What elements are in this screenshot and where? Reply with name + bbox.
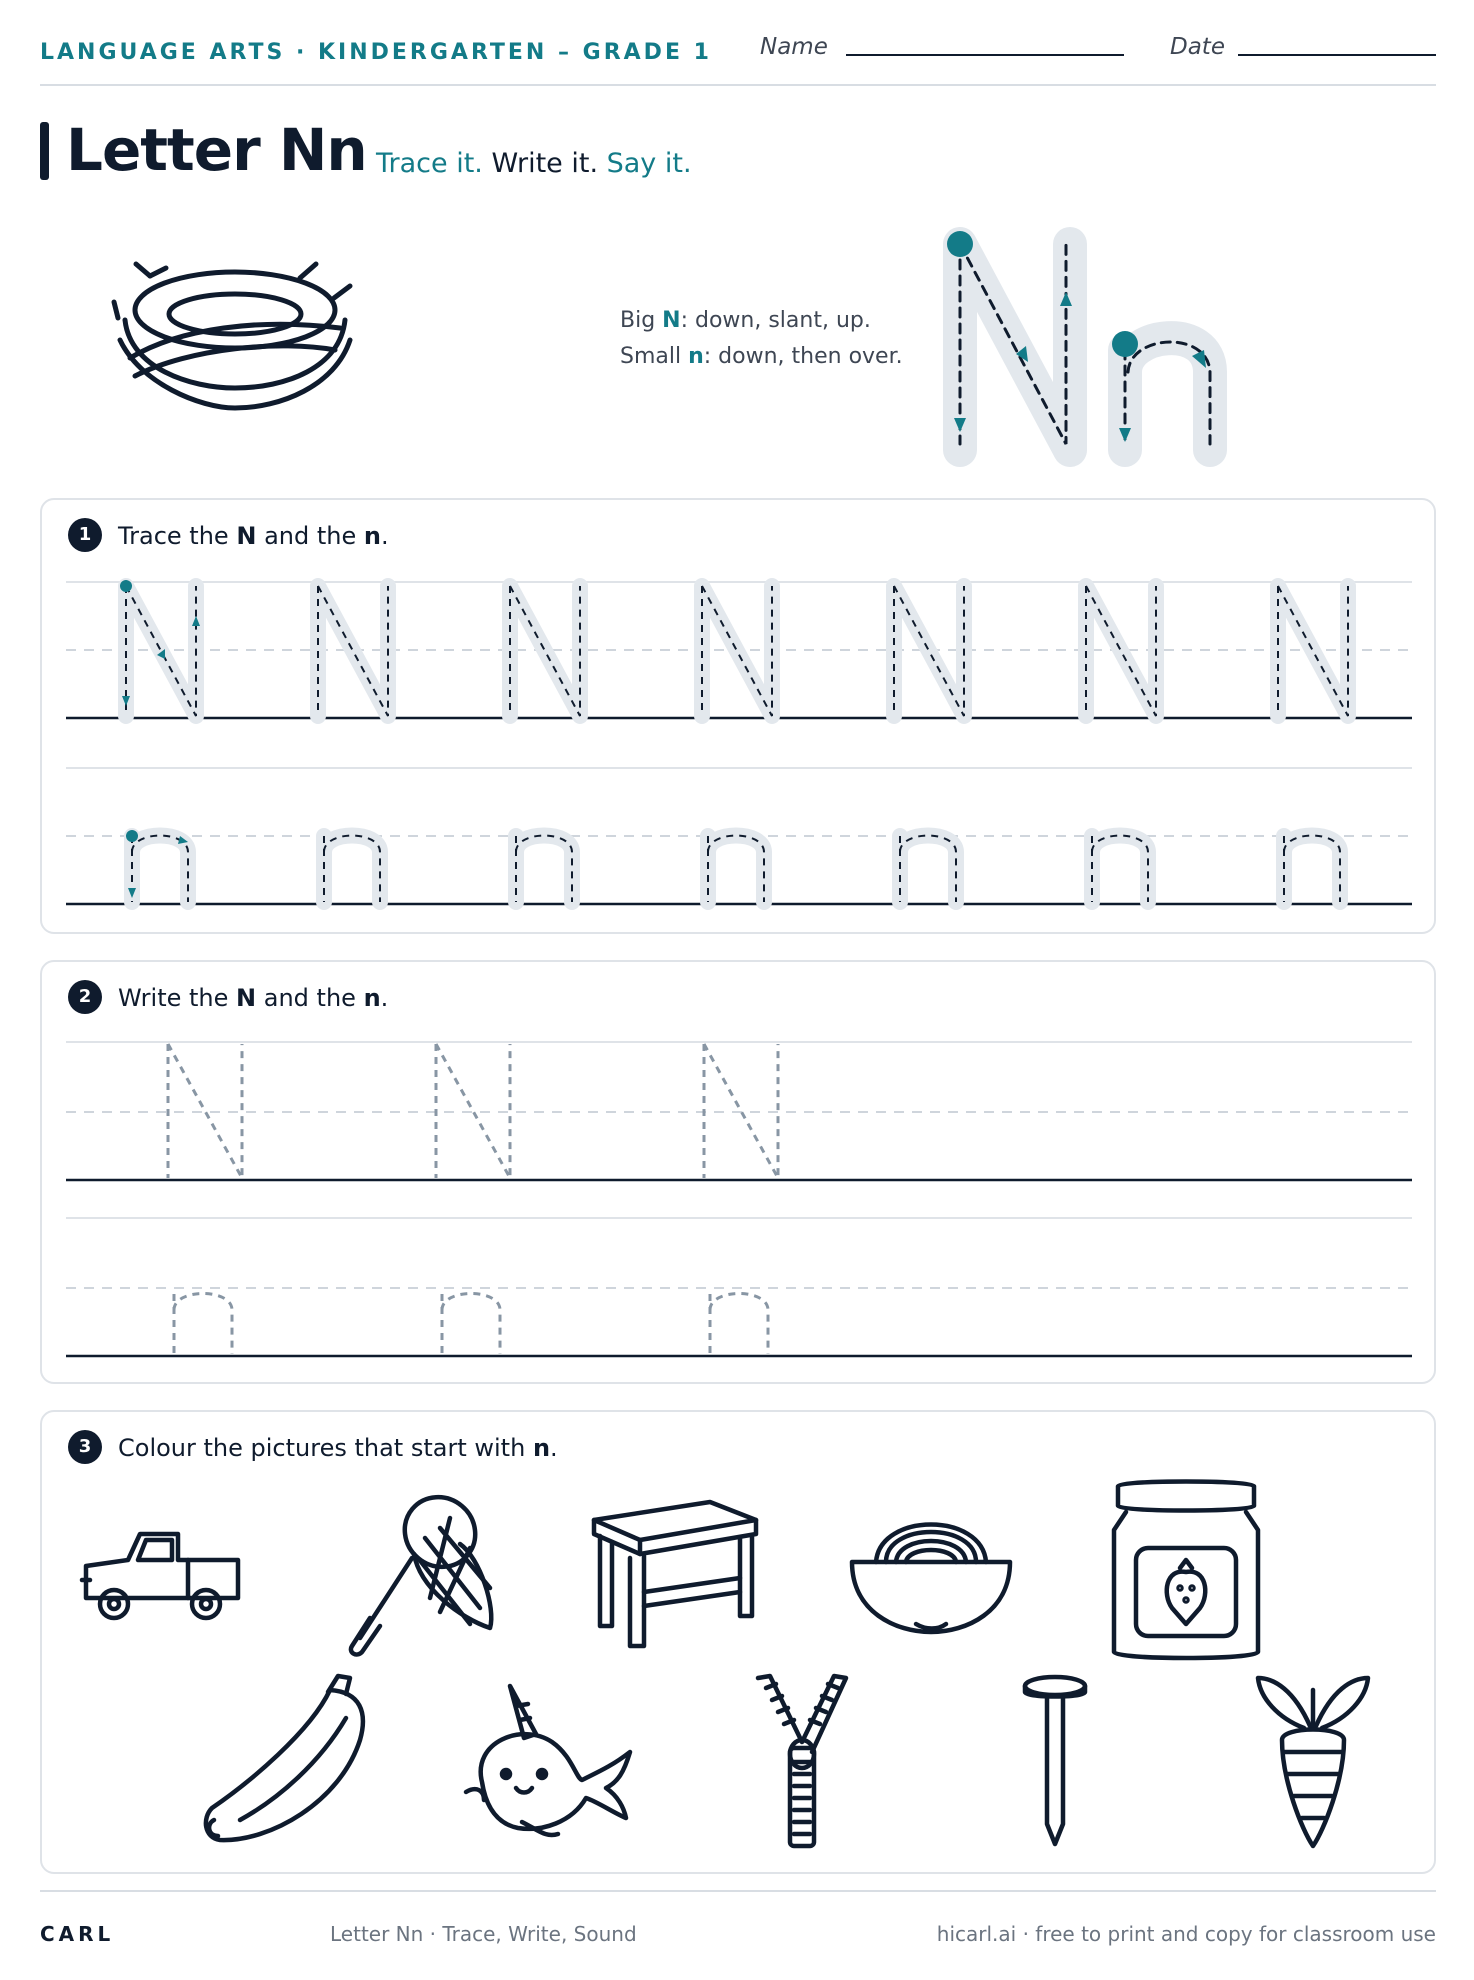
trace-instruction-end: .	[380, 522, 389, 550]
small-hint-text: : down, then over.	[703, 344, 903, 369]
start-dot	[126, 830, 138, 842]
zucchini-icon[interactable]	[200, 1672, 376, 1848]
colour-instruction	[118, 1434, 558, 1462]
tagline-write: Write it.	[491, 148, 599, 179]
subject-heading: LANGUAGE ARTS · KINDERGARTEN – GRADE 1	[40, 40, 712, 65]
nest-icon	[110, 258, 360, 418]
trace-instruction-pre: Trace the	[118, 522, 229, 550]
trace-letter-N-shadow	[126, 586, 196, 716]
big-hint-text: : down, slant, up.	[680, 308, 871, 333]
footer-note: hicarl.ai · free to print and copy for classroom use	[936, 1922, 1436, 1946]
trace-instruction-mid: and the	[264, 522, 357, 550]
table-icon[interactable]	[590, 1496, 760, 1652]
write-lower-letter: n	[363, 984, 381, 1012]
name-line[interactable]	[846, 54, 1124, 56]
trace-letter-n	[442, 1294, 500, 1355]
step-number-2: 2	[68, 980, 102, 1014]
trace-handwriting-lines[interactable]	[66, 570, 1412, 920]
trace-letter-N-shadow	[702, 586, 772, 716]
trace-upper-letter: N	[236, 522, 257, 550]
brand-logo: CARL	[40, 1922, 115, 1946]
trace-letter-n-shadow	[516, 836, 572, 903]
trace-lower-letter: n	[363, 522, 381, 550]
trace-letter-n-shadow	[324, 836, 380, 903]
big-hint-letter: N	[662, 308, 681, 333]
small-n-hint	[620, 344, 903, 369]
trace-letter-N-shadow	[1278, 586, 1348, 716]
write-instruction-end: .	[380, 984, 389, 1012]
small-hint-prefix: Small	[620, 344, 682, 369]
trace-letter-n-shadow	[708, 836, 764, 903]
title-accent-bar	[40, 122, 49, 180]
big-n-hint	[620, 308, 871, 333]
write-instruction	[118, 984, 388, 1012]
trace-letter-n-shadow	[900, 836, 956, 903]
carrot-icon[interactable]	[1254, 1670, 1372, 1850]
colour-instruction-end: .	[550, 1434, 558, 1462]
step-number-1: 1	[68, 518, 102, 552]
tagline-say: Say it.	[606, 148, 692, 179]
date-line[interactable]	[1238, 54, 1436, 56]
footer-title: Letter Nn · Trace, Write, Sound	[330, 1922, 637, 1946]
write-upper-letter: N	[236, 984, 257, 1012]
trace-letter-n	[710, 1294, 768, 1355]
name-label: Name	[760, 34, 828, 60]
nail-icon[interactable]	[1020, 1674, 1090, 1848]
demo-letters-nn	[930, 222, 1230, 472]
jam-jar-icon[interactable]	[1104, 1476, 1268, 1668]
write-instruction-pre: Write the	[118, 984, 229, 1012]
trace-letter-n-shadow	[1092, 836, 1148, 903]
net-icon[interactable]	[330, 1488, 508, 1660]
write-section	[40, 960, 1436, 1384]
write-instruction-mid: and the	[263, 984, 356, 1012]
colour-letter: n	[532, 1434, 551, 1462]
truck-icon[interactable]	[78, 1526, 248, 1626]
trace-instruction	[118, 522, 389, 550]
zipper-icon[interactable]	[752, 1672, 852, 1852]
trace-section	[40, 498, 1436, 934]
footer-divider	[40, 1890, 1436, 1892]
big-hint-prefix: Big	[620, 308, 656, 333]
start-dot	[120, 580, 132, 592]
page-title: Letter Nn	[66, 116, 367, 184]
narwhal-icon[interactable]	[462, 1682, 638, 1842]
step-number-3: 3	[68, 1430, 102, 1464]
tagline	[376, 148, 692, 179]
header-divider	[40, 84, 1436, 86]
tagline-trace: Trace it.	[376, 148, 483, 179]
colour-instruction-pre: Colour the pictures that start with	[118, 1434, 526, 1462]
trace-letter-n-shadow	[1284, 836, 1340, 903]
noodles-icon[interactable]	[846, 1502, 1016, 1638]
write-handwriting-lines[interactable]	[66, 1032, 1412, 1372]
small-hint-letter: n	[688, 344, 704, 369]
trace-letter-n-shadow	[132, 836, 188, 903]
date-label: Date	[1170, 34, 1225, 60]
trace-letter-n	[174, 1294, 232, 1355]
